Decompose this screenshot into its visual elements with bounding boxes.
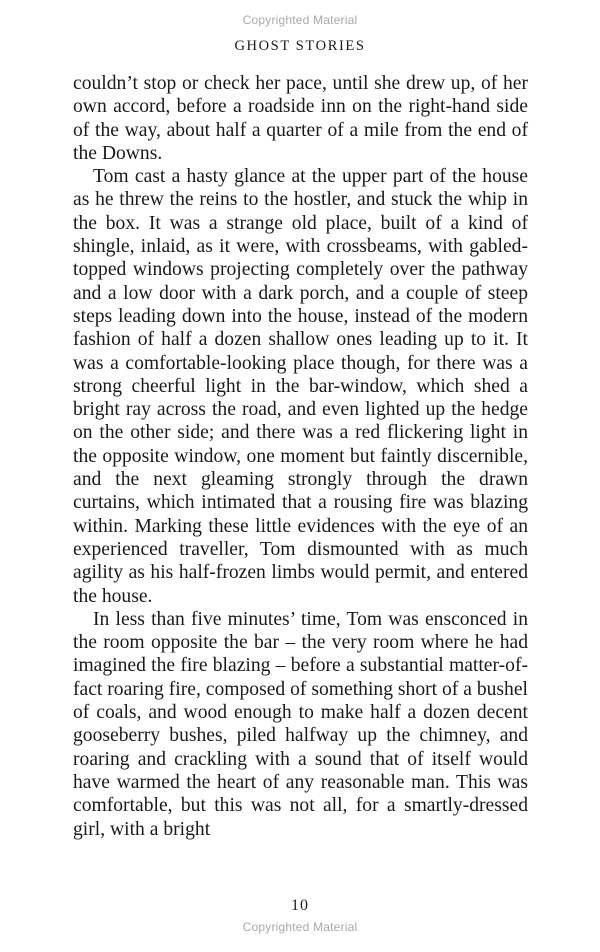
running-head-title: GHOST STORIES	[234, 38, 366, 54]
copyright-watermark-bottom: Copyrighted Material	[242, 920, 358, 934]
page-body-text	[73, 72, 528, 841]
copyright-watermark-top: Copyrighted Material	[242, 13, 358, 27]
paragraph-inn-description: Tom cast a hasty glance at the upper part of the house as he threw the reins to the hostler, and stuck the whip in the box. It was a strange old place, built of a kind of shingle, inlaid, as it were, with crossbeams, with gabled-topped windows projecting completely over the pathway and a low door with a dark porch, and a couple of steep steps leading down into the house, instead of the modern fashion of half a dozen shallow ones leading up to it. It was a comfortable-looking place though, for there was a strong cheerful light in the bar-window, which shed a bright ray across the road, and even lighted up the hedge on the other side; and there was a red flickering light in the opposite window, one moment but faintly discernible, and the next gleaming strongly through the drawn curtains, which intimated that a rousing fire was blazing within. Marking these little evidences with the eye of an experienced traveller, Tom dismounted with as much agility as his half-frozen limbs would permit, and entered the house.	[73, 166, 528, 607]
page-number: 10	[291, 897, 309, 914]
paragraph-fireside-room: In less than five minutes’ time, Tom was ensconced in the room opposite the bar – the very room where he had imagined the fire blazing – before a substantial matter-of-fact roaring fire, composed of something short of a bushel of coals, and wood enough to make half a dozen decent gooseberry bushes, piled halfway up the chimney, and roaring and crackling with a sound that of itself would have warmed the heart of any reasonable man. This was comfortable, but this was not all, for a smartly-dressed girl, with a bright	[73, 608, 528, 840]
paragraph-continued: couldn’t stop or check her pace, until she drew up, of her own accord, before a roadside inn on the right-hand side of the way, about half a quarter of a mile from the end of the Downs.	[73, 73, 528, 164]
